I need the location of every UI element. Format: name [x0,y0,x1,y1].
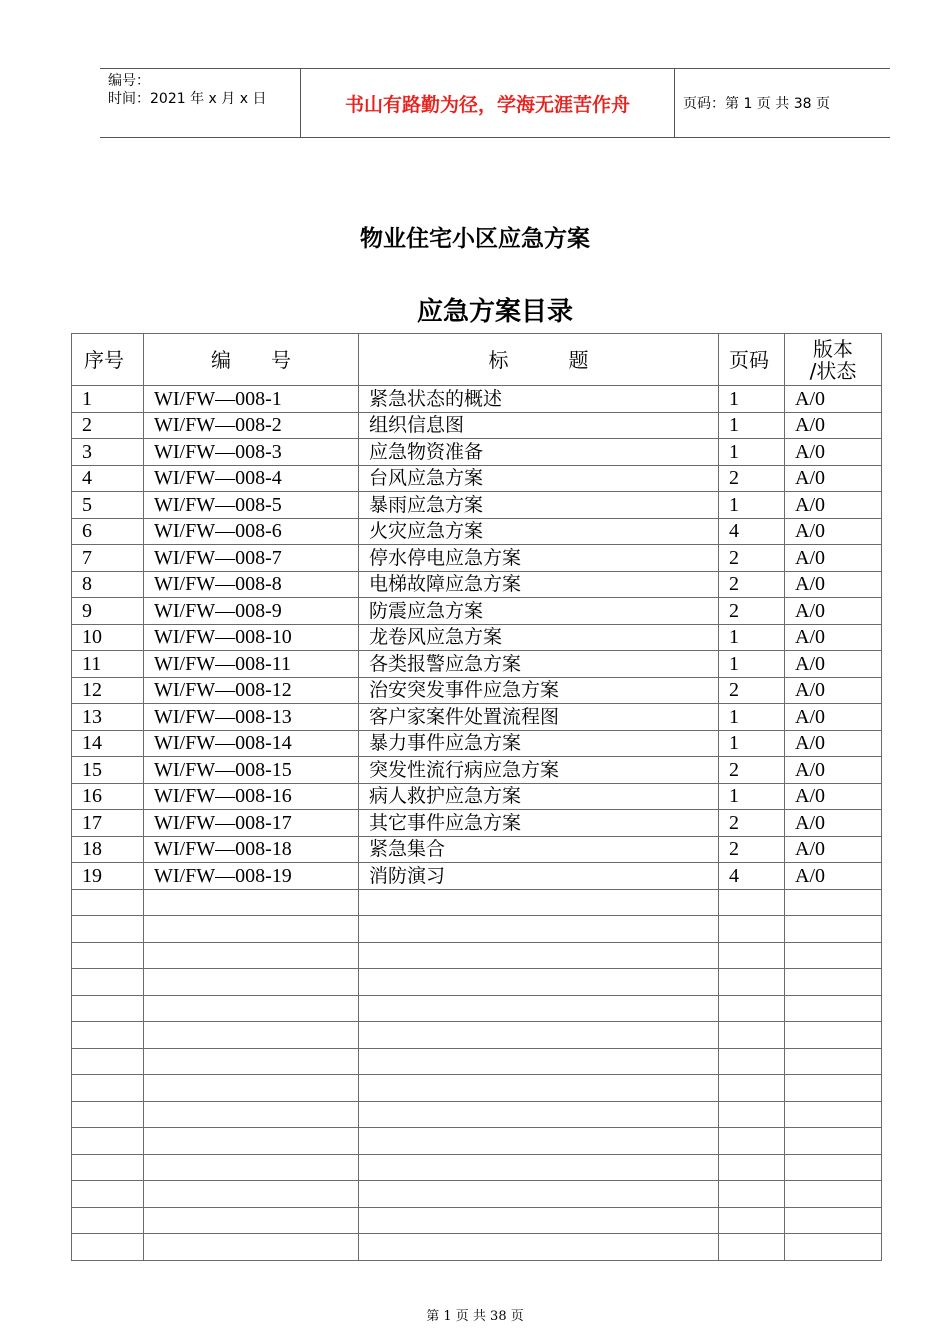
cell-code [144,1181,359,1208]
cell-title [359,1181,719,1208]
cell-no: 17 [72,810,144,837]
table-row [72,942,882,969]
cell-version [785,1101,882,1128]
cell-page [719,1128,785,1155]
cell-page: 1 [719,651,785,678]
cell-code: WI/FW—008-8 [144,571,359,598]
cell-version [785,916,882,943]
cell-code: WI/FW—008-7 [144,545,359,572]
cell-version: A/0 [785,810,882,837]
cell-no [72,916,144,943]
table-row [72,1234,882,1261]
cell-page [719,1075,785,1102]
cell-code [144,889,359,916]
cell-page [719,1048,785,1075]
page-footer: 第 1 页 共 38 页 [426,1309,524,1324]
cell-page [719,889,785,916]
cell-page: 1 [719,730,785,757]
cell-version [785,1022,882,1049]
cell-no [72,942,144,969]
cell-title [359,942,719,969]
table-row [72,518,882,545]
cell-no [72,995,144,1022]
cell-title: 龙卷风应急方案 [359,624,719,651]
cell-code [144,1048,359,1075]
cell-version: A/0 [785,598,882,625]
table-row [72,1154,882,1181]
cell-no: 9 [72,598,144,625]
table-row [72,730,882,757]
cell-no [72,1154,144,1181]
cell-version [785,1181,882,1208]
cell-title [359,995,719,1022]
cell-no: 10 [72,624,144,651]
cell-page [719,916,785,943]
cell-code: WI/FW—008-6 [144,518,359,545]
table-row [72,624,882,651]
cell-title: 停水停电应急方案 [359,545,719,572]
cell-title [359,1128,719,1155]
cell-code: WI/FW—008-9 [144,598,359,625]
cell-page: 2 [719,598,785,625]
cell-page: 1 [719,624,785,651]
cell-no: 2 [72,412,144,439]
cell-version: A/0 [785,836,882,863]
cell-page: 2 [719,545,785,572]
cell-version [785,1075,882,1102]
cell-version: A/0 [785,624,882,651]
cell-version [785,969,882,996]
cell-no: 14 [72,730,144,757]
cell-title: 暴力事件应急方案 [359,730,719,757]
cell-code [144,1075,359,1102]
cell-page [719,1101,785,1128]
table-row [72,386,882,413]
cell-version [785,995,882,1022]
cell-no: 15 [72,757,144,784]
table-row [72,492,882,519]
cell-page: 4 [719,518,785,545]
cell-code: WI/FW—008-13 [144,704,359,731]
cell-title [359,1022,719,1049]
cell-version: A/0 [785,651,882,678]
cell-page [719,1234,785,1261]
cell-version: A/0 [785,439,882,466]
header-page-cell [675,69,890,137]
table-row [72,810,882,837]
cell-page [719,942,785,969]
header-version [785,334,882,386]
header-version-line2: /状态 [809,358,857,383]
cell-title [359,1101,719,1128]
cell-no [72,969,144,996]
table-row [72,545,882,572]
table-row [72,863,882,890]
cell-code: WI/FW—008-5 [144,492,359,519]
cell-page: 1 [719,492,785,519]
cell-title: 病人救护应急方案 [359,783,719,810]
cell-title: 火灾应急方案 [359,518,719,545]
cell-title: 客户家案件处置流程图 [359,704,719,731]
table-row [72,598,882,625]
table-row [72,1181,882,1208]
cell-page [719,995,785,1022]
cell-version: A/0 [785,412,882,439]
table-row [72,571,882,598]
cell-version: A/0 [785,571,882,598]
cell-page: 2 [719,810,785,837]
cell-page [719,1181,785,1208]
cell-page: 1 [719,439,785,466]
cell-version: A/0 [785,730,882,757]
cell-code: WI/FW—008-17 [144,810,359,837]
toc-table [71,333,882,1261]
cell-title [359,889,719,916]
header-page-info: 页码：第 1 页 共 38 页 [683,96,830,112]
table-row [72,1128,882,1155]
cell-no [72,1234,144,1261]
cell-version: A/0 [785,757,882,784]
header-code: 编 号 [144,334,359,386]
cell-title [359,1048,719,1075]
cell-no: 7 [72,545,144,572]
table-row [72,1207,882,1234]
cell-title: 防震应急方案 [359,598,719,625]
cell-title [359,969,719,996]
cell-no: 3 [72,439,144,466]
cell-page [719,1154,785,1181]
cell-code: WI/FW—008-10 [144,624,359,651]
cell-version [785,1154,882,1181]
cell-code [144,1234,359,1261]
cell-code [144,1207,359,1234]
table-row [72,1075,882,1102]
header-version-line1: 版本 [813,336,853,361]
cell-version: A/0 [785,704,882,731]
cell-title: 组织信息图 [359,412,719,439]
cell-no: 11 [72,651,144,678]
table-row [72,783,882,810]
table-row [72,412,882,439]
cell-no: 18 [72,836,144,863]
cell-no: 8 [72,571,144,598]
cell-code [144,1022,359,1049]
cell-page: 1 [719,704,785,731]
table-row [72,677,882,704]
header-no: 序号 [72,334,144,386]
table-row [72,916,882,943]
cell-no [72,1022,144,1049]
doc-number-label: 编号： [108,73,150,89]
cell-code: WI/FW—008-18 [144,836,359,863]
cell-page: 1 [719,412,785,439]
cell-version [785,1048,882,1075]
table-row [72,969,882,996]
cell-version: A/0 [785,465,882,492]
cell-title: 突发性流行病应急方案 [359,757,719,784]
cell-no: 16 [72,783,144,810]
cell-code: WI/FW—008-11 [144,651,359,678]
cell-no: 5 [72,492,144,519]
cell-version: A/0 [785,518,882,545]
cell-no [72,1128,144,1155]
table-row [72,651,882,678]
cell-code: WI/FW—008-16 [144,783,359,810]
table-row [72,465,882,492]
table-row [72,1022,882,1049]
cell-title [359,1075,719,1102]
cell-no: 19 [72,863,144,890]
cell-code: WI/FW—008-1 [144,386,359,413]
table-row [72,889,882,916]
cell-page [719,969,785,996]
cell-code: WI/FW—008-19 [144,863,359,890]
cell-page: 1 [719,783,785,810]
cell-title [359,916,719,943]
cell-code [144,942,359,969]
cell-title: 台风应急方案 [359,465,719,492]
cell-code [144,916,359,943]
cell-version: A/0 [785,545,882,572]
cell-version: A/0 [785,386,882,413]
header-page: 页码 [719,334,785,386]
cell-page: 2 [719,571,785,598]
cell-page: 1 [719,386,785,413]
cell-code [144,1101,359,1128]
cell-code: WI/FW—008-4 [144,465,359,492]
cell-code [144,1154,359,1181]
table-row [72,439,882,466]
cell-version [785,1207,882,1234]
page-header [100,68,890,138]
cell-no: 1 [72,386,144,413]
cell-code: WI/FW—008-15 [144,757,359,784]
cell-title [359,1154,719,1181]
cell-page: 2 [719,677,785,704]
header-title: 标 题 [359,334,719,386]
table-row [72,704,882,731]
cell-title: 其它事件应急方案 [359,810,719,837]
toc-body [72,386,882,1261]
cell-code: WI/FW—008-14 [144,730,359,757]
cell-version: A/0 [785,783,882,810]
cell-code [144,969,359,996]
table-row [72,836,882,863]
cell-no [72,889,144,916]
cell-page: 2 [719,465,785,492]
cell-page [719,1207,785,1234]
cell-page [719,1022,785,1049]
cell-title: 紧急集合 [359,836,719,863]
cell-title [359,1207,719,1234]
toc-header-row [72,334,882,386]
cell-title: 电梯故障应急方案 [359,571,719,598]
header-motto-cell [301,69,675,137]
cell-no [72,1048,144,1075]
cell-version [785,1128,882,1155]
table-row [72,1048,882,1075]
cell-no [72,1101,144,1128]
cell-code: WI/FW—008-12 [144,677,359,704]
table-row [72,1101,882,1128]
cell-no: 4 [72,465,144,492]
cell-no: 6 [72,518,144,545]
cell-version [785,889,882,916]
document-title: 应急方案目录 [416,297,573,327]
header-motto: 书山有路勤为径，学海无涯苦作舟 [344,93,630,116]
cell-title: 各类报警应急方案 [359,651,719,678]
cell-code [144,995,359,1022]
header-meta [100,69,301,137]
cell-code [144,1128,359,1155]
cell-version: A/0 [785,677,882,704]
table-row [72,757,882,784]
cell-title: 暴雨应急方案 [359,492,719,519]
cell-code: WI/FW—008-3 [144,439,359,466]
cell-title: 消防演习 [359,863,719,890]
cell-version [785,942,882,969]
cell-title: 紧急状态的概述 [359,386,719,413]
cell-title: 治安突发事件应急方案 [359,677,719,704]
doc-time-label: 时间：2021 年 x 月 x 日 [108,91,267,107]
cell-no: 13 [72,704,144,731]
cell-version: A/0 [785,863,882,890]
cell-page: 4 [719,863,785,890]
cell-no: 12 [72,677,144,704]
cell-title [359,1234,719,1261]
table-row [72,995,882,1022]
cell-code: WI/FW—008-2 [144,412,359,439]
cell-page: 2 [719,836,785,863]
cell-no [72,1075,144,1102]
cell-no [72,1207,144,1234]
cell-no [72,1181,144,1208]
cell-title: 应急物资准备 [359,439,719,466]
cell-version: A/0 [785,492,882,519]
cell-version [785,1234,882,1261]
cell-page: 2 [719,757,785,784]
document-subtitle: 物业住宅小区应急方案 [360,226,590,252]
